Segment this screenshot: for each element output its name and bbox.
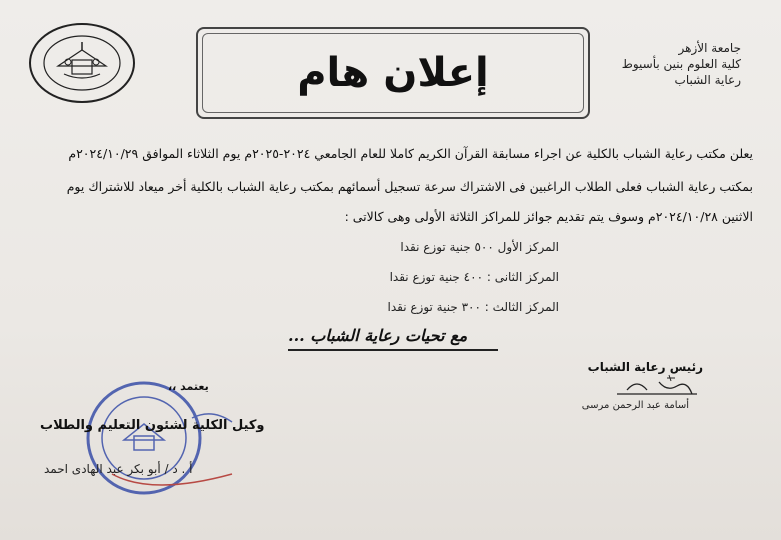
- youth-care-head-title: رئيس رعاية الشباب: [587, 360, 703, 374]
- body-line-2: بمكتب رعاية الشباب فعلى الطلاب الراغبين فى الاشتراك سرعة تسجيل أسمائهم بمكتب رعاية الشباب بالكلية أخر ميعاد للاشتراك يوم: [66, 179, 753, 194]
- approved-label: يعتمد ،،: [168, 380, 209, 393]
- faculty-logo: [28, 22, 136, 104]
- vice-dean-title: وكيل الكلية لشئون التعليم والطلاب: [40, 418, 265, 433]
- announcement-title: إعلان هام: [297, 50, 489, 96]
- greeting-line: مع تحيات رعاية الشباب ...: [288, 326, 468, 345]
- greeting-underline: [288, 349, 498, 351]
- official-stamp: [82, 378, 242, 498]
- handwritten-signature: [597, 372, 707, 402]
- prize-third: المركز الثالث : ٣٠٠ جنية توزع نقدا: [387, 300, 559, 314]
- faculty-name: كلية العلوم بنين بأسيوط: [621, 57, 741, 71]
- prize-first: المركز الأول ٥٠٠ جنية توزع نقدا: [400, 240, 559, 254]
- university-name: جامعة الأزهر: [678, 41, 741, 55]
- institution-header: [622, 40, 741, 88]
- body-line-3: الاثنين ٢٠٢٤/١٠/٢٨م وسوف يتم تقديم جوائز للمراكز الثلاثة الأولى وهى كالاتى :: [344, 209, 753, 224]
- vice-dean-name: أ . د / أبو بكر عبد الهادى احمد: [44, 462, 193, 476]
- department-name: رعاية الشباب: [674, 73, 741, 87]
- body-line-1: يعلن مكتب رعاية الشباب بالكلية عن اجراء مسابقة القرآن الكريم كاملا للعام الجامعي ٢٠٢٤-٢٠٢٥م يوم الثلاثاء الموافق ٢٠٢٤/١٠/٢٩م: [68, 146, 753, 161]
- prize-second: المركز الثانى : ٤٠٠ جنية توزع نقدا: [389, 270, 559, 284]
- title-frame: [196, 27, 590, 119]
- youth-care-head-name: أسامة عبد الرحمن مرسى: [581, 400, 689, 411]
